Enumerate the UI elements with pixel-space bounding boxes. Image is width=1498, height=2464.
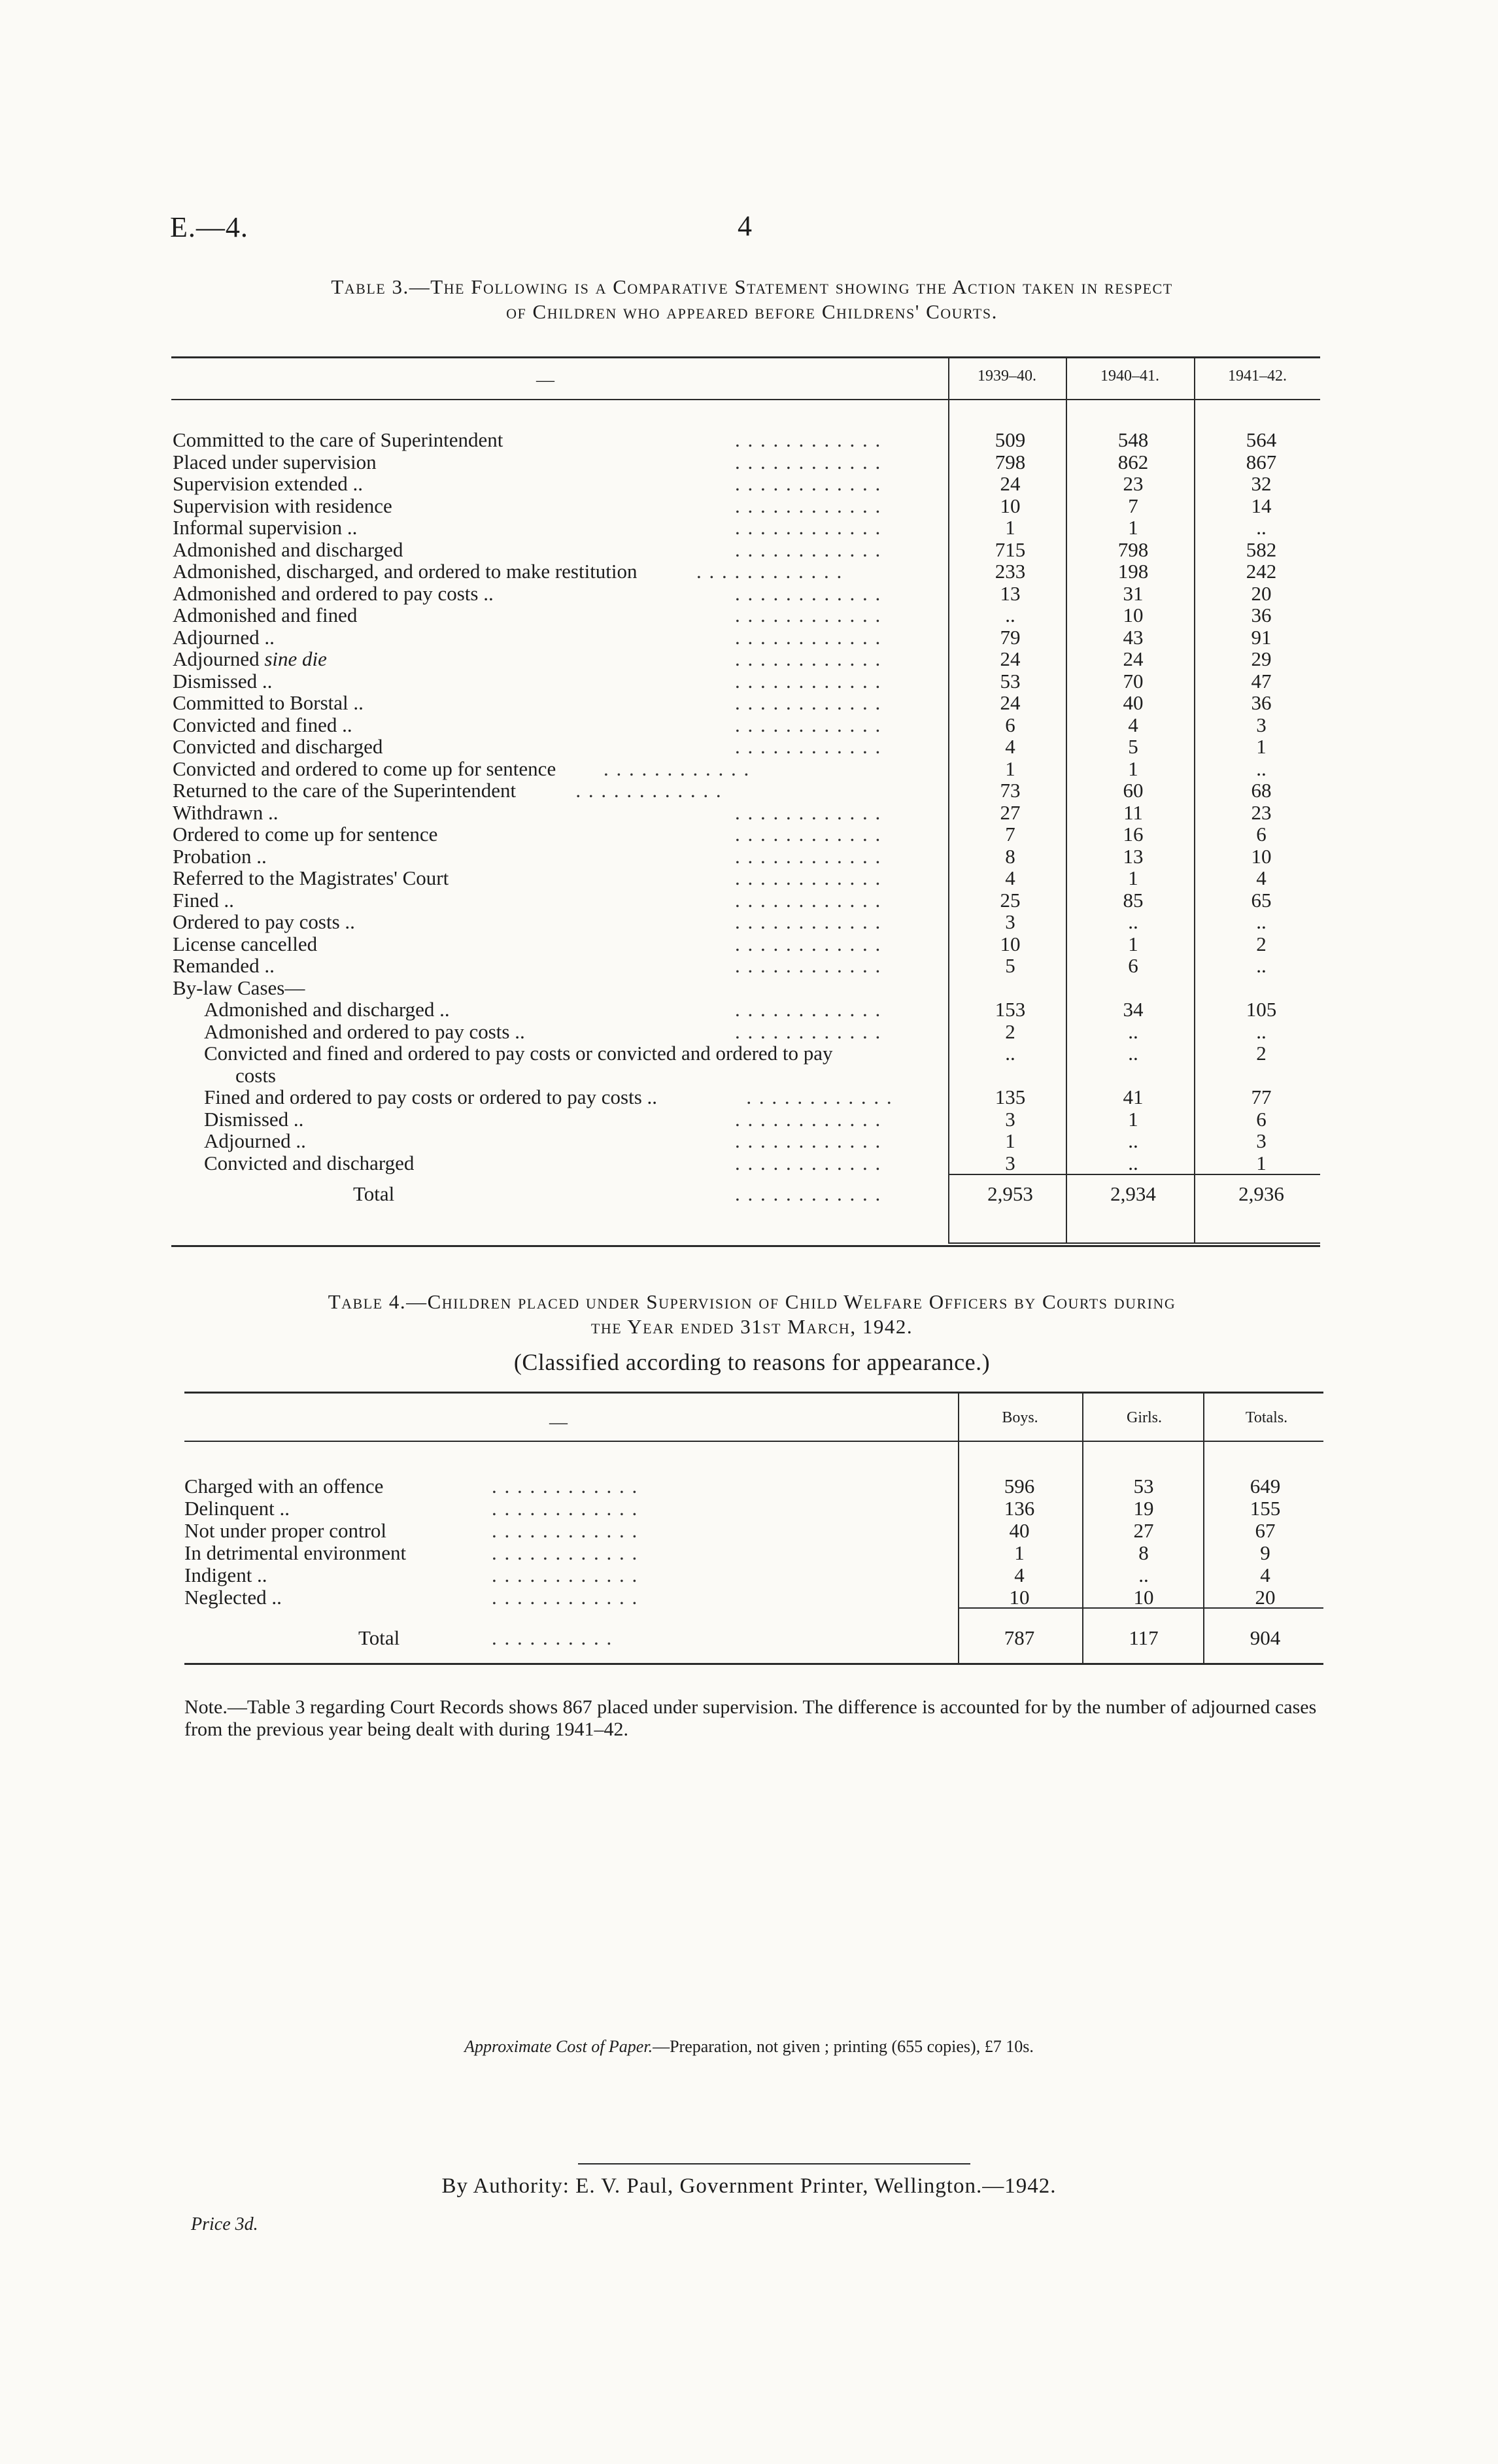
row-label: Admonished and ordered to pay costs ..	[204, 1019, 525, 1043]
total-row	[173, 1183, 1323, 1205]
cell-value: 16	[1123, 823, 1144, 846]
cell-value: 6	[1256, 1107, 1267, 1131]
row-label: Admonished, discharged, and ordered to make restitution	[173, 560, 638, 583]
cell-value: 13	[1123, 844, 1144, 868]
cell-value: 4	[1014, 1564, 1025, 1586]
cell-value: 79	[1000, 625, 1021, 649]
cell-value: 40	[1123, 691, 1144, 714]
cell-value: 1	[1005, 516, 1015, 539]
leader-dots: . . . . . . . . . . . .	[735, 581, 882, 605]
bylaw-heading-label: By-law Cases—	[173, 976, 305, 999]
cell-value: ..	[1128, 1042, 1138, 1065]
leader-dots: . . . . . . . . . . . .	[735, 472, 882, 495]
cell-value: 10	[1133, 1586, 1154, 1609]
cell-value: 867	[1246, 450, 1277, 473]
leader-dots: . . . . . . . . . . . .	[735, 910, 882, 933]
table-row	[184, 1542, 1323, 1564]
table-row	[173, 560, 1323, 583]
table-row	[173, 889, 1323, 912]
row-label: Admonished and ordered to pay costs ..	[173, 581, 494, 605]
cell-value: 4	[1256, 866, 1267, 889]
leader-dots: . . . . . . . . . . . .	[735, 713, 882, 736]
table-row	[173, 955, 1323, 977]
leader-dots: . . . . . . . . . . . .	[492, 1541, 639, 1564]
row-label: License cancelled	[173, 932, 318, 955]
row-label: Committed to Borstal ..	[173, 691, 364, 714]
cell-value: 4	[1260, 1564, 1270, 1586]
cell-value: 24	[1000, 691, 1021, 714]
total-value: 2,934	[1110, 1182, 1156, 1205]
cell-value: ..	[1005, 1042, 1015, 1065]
cell-value: 11	[1123, 800, 1143, 824]
table-row	[173, 779, 1323, 802]
table4-col-boys: Boys.	[1002, 1409, 1038, 1426]
row-label: Withdrawn ..	[173, 800, 279, 824]
cell-value: ..	[1256, 1019, 1267, 1043]
cell-value: 798	[995, 450, 1026, 473]
cell-value: 233	[995, 560, 1026, 583]
cell-value: 3	[1256, 1129, 1267, 1152]
table3-header-rule	[171, 399, 1320, 400]
cell-value: ..	[1256, 757, 1267, 780]
cell-value: 23	[1123, 472, 1144, 495]
cell-value: 548	[1117, 428, 1149, 451]
cell-value: 1	[1256, 1151, 1267, 1174]
table4-col-totals: Totals.	[1245, 1409, 1288, 1426]
row-label: Charged with an offence	[184, 1475, 384, 1497]
total-value: 2,936	[1238, 1182, 1284, 1205]
cell-value: ..	[1005, 604, 1015, 626]
cell-value: 91	[1251, 625, 1272, 649]
row-label: Delinquent ..	[184, 1497, 290, 1520]
cell-value: 153	[995, 998, 1026, 1021]
table3-body	[173, 429, 1323, 1240]
leader-dots: . . . . . . . . . . . .	[492, 1497, 639, 1520]
row-label: Supervision extended ..	[173, 472, 364, 495]
table-row	[173, 1108, 1323, 1131]
leader-dots: . . . . . . . . . . . .	[735, 1182, 882, 1205]
table4-body	[184, 1475, 1323, 1652]
cell-value: 24	[1123, 647, 1144, 670]
cell-value: 5	[1005, 954, 1015, 977]
table-row	[173, 802, 1323, 824]
cell-value: 23	[1251, 800, 1272, 824]
row-label: Ordered to pay costs ..	[173, 910, 355, 933]
cell-value: 31	[1123, 581, 1144, 605]
row-label: Supervision with residence	[173, 494, 392, 517]
cell-value: 798	[1117, 538, 1149, 561]
leader-dots: . . . . . . . . . . . .	[735, 866, 882, 889]
row-label: Remanded ..	[173, 954, 275, 977]
table4-title-line1: Table 4.—Children placed under Supervision of Child Welfare Officers by Courts during	[328, 1290, 1176, 1313]
cell-value: 53	[1000, 669, 1021, 693]
row-label: Convicted and fined and ordered to pay costs or convicted and ordered to pay	[204, 1042, 833, 1065]
cell-value: 53	[1133, 1475, 1154, 1497]
cell-value: 9	[1260, 1541, 1270, 1564]
table-row	[173, 846, 1323, 868]
leader-dots: . . . . . . . . . . . .	[604, 757, 751, 780]
cell-value: 6	[1128, 954, 1138, 977]
table-row	[184, 1475, 1323, 1497]
cell-value: 1	[1128, 866, 1138, 889]
cell-value: 7	[1005, 823, 1015, 846]
table-row	[173, 451, 1323, 473]
total-label: Total	[353, 1182, 395, 1205]
leader-dots: . . . . . . . . . . . .	[492, 1564, 639, 1586]
cell-value: 60	[1123, 779, 1144, 802]
leader-dots: . . . . . . . . . . . .	[735, 538, 882, 561]
cell-value: 564	[1246, 428, 1277, 451]
cell-value: 3	[1005, 1107, 1015, 1131]
cell-value: 14	[1251, 494, 1272, 517]
row-label: Informal supervision ..	[173, 516, 358, 539]
cell-value: 4	[1005, 866, 1015, 889]
table-row	[173, 1021, 1323, 1043]
cell-value: ..	[1256, 910, 1267, 933]
leader-dots: . . . . . . . . . . . .	[735, 604, 882, 626]
cell-value: 862	[1117, 450, 1149, 473]
row-label: Committed to the care of Superintendent	[173, 428, 503, 451]
footnote	[184, 1696, 1335, 1741]
leader-dots: . . . . . . . . . . . .	[735, 998, 882, 1021]
table-row	[173, 517, 1323, 539]
cell-value: 47	[1251, 669, 1272, 693]
price: Price 3d.	[191, 2214, 258, 2234]
cell-value: 155	[1250, 1497, 1281, 1520]
leader-dots: . . . . . . . . . . . .	[735, 800, 882, 824]
cell-value: 2	[1256, 932, 1267, 955]
cell-value: 3	[1256, 713, 1267, 736]
leader-dots: . . . . . . . . . . . .	[492, 1519, 639, 1542]
cell-value: 1	[1005, 757, 1015, 780]
total-value: 2,953	[987, 1182, 1033, 1205]
row-label: Adjourned ..	[173, 625, 275, 649]
cell-value: 105	[1246, 998, 1277, 1021]
cell-value: 68	[1251, 779, 1272, 802]
cell-value: 8	[1138, 1541, 1149, 1564]
table-row	[173, 583, 1323, 605]
table4-top-rule	[184, 1392, 1323, 1394]
cell-value: 136	[1004, 1497, 1035, 1520]
cell-value: 582	[1246, 538, 1277, 561]
table-row	[184, 1520, 1323, 1542]
table3-title-line2: of Children who appeared before Childrens' Courts.	[506, 300, 998, 323]
cell-value: 70	[1123, 669, 1144, 693]
cell-value: 10	[1000, 494, 1021, 517]
cell-value: 10	[1000, 932, 1021, 955]
cell-value: 24	[1000, 647, 1021, 670]
table3-title-line1: Table 3.—The Following is a Comparative Statement showing the Action taken in respect	[331, 275, 1173, 298]
row-label: Admonished and discharged ..	[204, 998, 450, 1021]
cell-value: ..	[1128, 1129, 1138, 1152]
cost-label: Approximate Cost of Paper.	[464, 2037, 653, 2056]
leader-dots: . . . . . . . . . . . .	[735, 669, 882, 693]
leader-dots: . . . . . . . . . . . .	[735, 954, 882, 977]
cell-value: 3	[1005, 1151, 1015, 1174]
cell-value: ..	[1256, 954, 1267, 977]
cell-value: 65	[1251, 888, 1272, 912]
table3-col-1941: 1941–42.	[1228, 368, 1287, 385]
leader-dots: . . . . . . . . . . . .	[735, 625, 882, 649]
row-label: Convicted and ordered to come up for sentence	[173, 757, 556, 780]
total-value: 904	[1250, 1626, 1281, 1649]
cell-value: 36	[1251, 691, 1272, 714]
cell-value: 10	[1123, 604, 1144, 626]
cell-value: 242	[1246, 560, 1277, 583]
table3-col-1940: 1940–41.	[1100, 368, 1159, 385]
total-value: 787	[1004, 1626, 1035, 1649]
leader-dots: . . . . . . . . . . . .	[735, 494, 882, 517]
row-label: Placed under supervision	[173, 450, 377, 473]
cell-value: 1	[1128, 516, 1138, 539]
row-label: Admonished and discharged	[173, 538, 403, 561]
cell-value: 24	[1000, 472, 1021, 495]
leader-dots: . . . . . . . . . . . .	[735, 691, 882, 714]
cell-value: 1	[1128, 1107, 1138, 1131]
table-row	[173, 1086, 1323, 1108]
table-row	[173, 933, 1323, 955]
table-row	[173, 539, 1323, 561]
table3-top-rule	[171, 356, 1320, 358]
cell-value: 1	[1005, 1129, 1015, 1152]
leader-dots: . . . . . . . . . . . .	[735, 428, 882, 451]
table-row	[173, 473, 1323, 495]
table4-title-line2: the Year ended 31st March, 1942.	[590, 1315, 913, 1338]
row-label: In detrimental environment	[184, 1541, 407, 1564]
leader-dots: . . . . . . . . . . . .	[735, 647, 882, 670]
cell-value: 85	[1123, 888, 1144, 912]
cell-value: ..	[1138, 1564, 1149, 1586]
table-row	[173, 692, 1323, 714]
cell-value: 10	[1009, 1586, 1030, 1609]
cell-value: 13	[1000, 581, 1021, 605]
total-label: Total	[358, 1626, 400, 1649]
cell-value: ..	[1128, 910, 1138, 933]
table-row	[173, 604, 1323, 626]
table-row	[173, 1152, 1323, 1174]
leader-dots: . . . . . . . . . . . .	[492, 1475, 639, 1497]
cell-value: 29	[1251, 647, 1272, 670]
leader-dots: . . . . . . . . . .	[492, 1626, 613, 1649]
table4-header-rule	[184, 1441, 1323, 1442]
row-label: Admonished and fined	[173, 604, 358, 626]
table-row	[184, 1497, 1323, 1520]
table4-col-girls: Girls.	[1127, 1409, 1162, 1426]
row-label: Ordered to come up for sentence	[173, 823, 438, 846]
leader-dots: . . . . . . . . . . . .	[735, 516, 882, 539]
row-label: Convicted and discharged	[204, 1151, 415, 1174]
cell-value: 1	[1128, 932, 1138, 955]
table-row	[173, 911, 1323, 933]
cell-value: 27	[1133, 1519, 1154, 1542]
cell-value: 7	[1128, 494, 1138, 517]
leader-dots: . . . . . . . . . . . .	[735, 1151, 882, 1174]
cell-value: 1	[1256, 735, 1267, 758]
authority-line: By Authority: E. V. Paul, Government Printer, Wellington.—1942.	[441, 2174, 1057, 2198]
cell-value: 41	[1123, 1086, 1144, 1108]
table-row	[173, 867, 1323, 889]
cost-text: —Preparation, not given ; printing (655 copies), £7 10s.	[653, 2037, 1034, 2056]
row-label: Returned to the care of the Superintendent	[173, 779, 517, 802]
table3-total-bottom-rule	[948, 1242, 1320, 1244]
cell-value: ..	[1128, 1151, 1138, 1174]
leader-dots: . . . . . . . . . . . .	[735, 823, 882, 846]
leader-dots: . . . . . . . . . . . .	[735, 450, 882, 473]
leader-dots: . . . . . . . . . . . .	[735, 844, 882, 868]
table3-stub-head: —	[536, 370, 554, 390]
total-value: 117	[1129, 1626, 1159, 1649]
table-row	[184, 1564, 1323, 1586]
cell-value: 20	[1255, 1586, 1276, 1609]
table4-bottom-rule	[184, 1663, 1323, 1665]
table-row	[184, 1586, 1323, 1609]
table-row	[173, 714, 1323, 736]
row-label: Convicted and discharged	[173, 735, 383, 758]
row-label: Neglected ..	[184, 1586, 282, 1609]
cell-value: 40	[1009, 1519, 1030, 1542]
row-label: Adjourned ..	[204, 1129, 306, 1152]
table-row	[173, 429, 1323, 451]
row-label: Fined ..	[173, 888, 234, 912]
cell-value: 4	[1128, 713, 1138, 736]
cell-value: 4	[1005, 735, 1015, 758]
page-number: 4	[738, 210, 752, 242]
cell-value: 8	[1005, 844, 1015, 868]
table-row	[173, 495, 1323, 517]
cell-value: 34	[1123, 998, 1144, 1021]
cell-value: ..	[1128, 1019, 1138, 1043]
table-row	[173, 823, 1323, 846]
row-label-continued: costs	[235, 1063, 276, 1087]
row-label: Referred to the Magistrates' Court	[173, 866, 449, 889]
row-label: Indigent ..	[184, 1564, 267, 1586]
cost-of-paper	[0, 2037, 1498, 2057]
cell-value: 10	[1251, 844, 1272, 868]
document-code: E.—4.	[170, 211, 248, 243]
leader-dots: . . . . . . . . . . . .	[735, 1019, 882, 1043]
leader-dots: . . . . . . . . . . . .	[492, 1586, 639, 1609]
cell-value: 5	[1128, 735, 1138, 758]
cell-value: 73	[1000, 779, 1021, 802]
row-label: Probation ..	[173, 844, 267, 868]
row-label: Dismissed ..	[204, 1107, 304, 1131]
table-row	[173, 999, 1323, 1021]
table-row	[173, 1130, 1323, 1152]
cell-value: 6	[1256, 823, 1267, 846]
leader-dots: . . . . . . . . . . . .	[696, 560, 843, 583]
cell-value: 2	[1256, 1042, 1267, 1065]
row-label: Convicted and fined ..	[173, 713, 352, 736]
cell-value: 19	[1133, 1497, 1154, 1520]
cell-value: 135	[995, 1086, 1026, 1108]
cell-value: 43	[1123, 625, 1144, 649]
leader-dots: . . . . . . . . . . . .	[735, 1129, 882, 1152]
leader-dots: . . . . . . . . . . . .	[735, 735, 882, 758]
row-label: Dismissed ..	[173, 669, 273, 693]
leader-dots: . . . . . . . . . . . .	[735, 888, 882, 912]
row-label: Adjourned sine die	[173, 647, 327, 670]
table-row	[173, 670, 1323, 693]
table-row	[173, 648, 1323, 670]
table-row	[173, 736, 1323, 758]
cell-value: 67	[1255, 1519, 1276, 1542]
leader-dots: . . . . . . . . . . . .	[735, 1107, 882, 1131]
cell-value: 715	[995, 538, 1026, 561]
cell-value: 1	[1014, 1541, 1025, 1564]
cell-value: ..	[1256, 516, 1267, 539]
cell-value: 596	[1004, 1475, 1035, 1497]
leader-dots: . . . . . . . . . . . .	[735, 932, 882, 955]
table3-col-1939: 1939–40.	[978, 368, 1036, 385]
row-label: Fined and ordered to pay costs or ordered to pay costs ..	[204, 1086, 658, 1108]
cell-value: 36	[1251, 604, 1272, 626]
total-row	[184, 1627, 1323, 1649]
table4-subtitle: (Classified according to reasons for appearance.)	[513, 1349, 991, 1375]
cell-value: 2	[1005, 1019, 1015, 1043]
cell-value: 649	[1250, 1475, 1281, 1497]
table-row	[173, 626, 1323, 649]
leader-dots: . . . . . . . . . . . .	[575, 779, 723, 802]
footnote-text: Note.—Table 3 regarding Court Records shows 867 placed under supervision. The difference is accounted for by the number of adjourned cases from the previous year being dealt with during 1941–42.	[184, 1696, 1317, 1740]
authority-rule	[578, 2163, 970, 2165]
row-label: Not under proper control	[184, 1519, 387, 1542]
cell-value: 25	[1000, 888, 1021, 912]
cell-value: 32	[1251, 472, 1272, 495]
cell-value: 20	[1251, 581, 1272, 605]
cell-value: 77	[1251, 1086, 1272, 1108]
table3-bottom-rule	[171, 1245, 1320, 1247]
cell-value: 509	[995, 428, 1026, 451]
cell-value: 198	[1117, 560, 1149, 583]
cell-value: 1	[1128, 757, 1138, 780]
table4-stub-head: —	[549, 1412, 568, 1433]
cell-value: 6	[1005, 713, 1015, 736]
cell-value: 27	[1000, 800, 1021, 824]
table-row	[173, 758, 1323, 780]
leader-dots: . . . . . . . . . . . .	[746, 1086, 893, 1108]
cell-value: 3	[1005, 910, 1015, 933]
